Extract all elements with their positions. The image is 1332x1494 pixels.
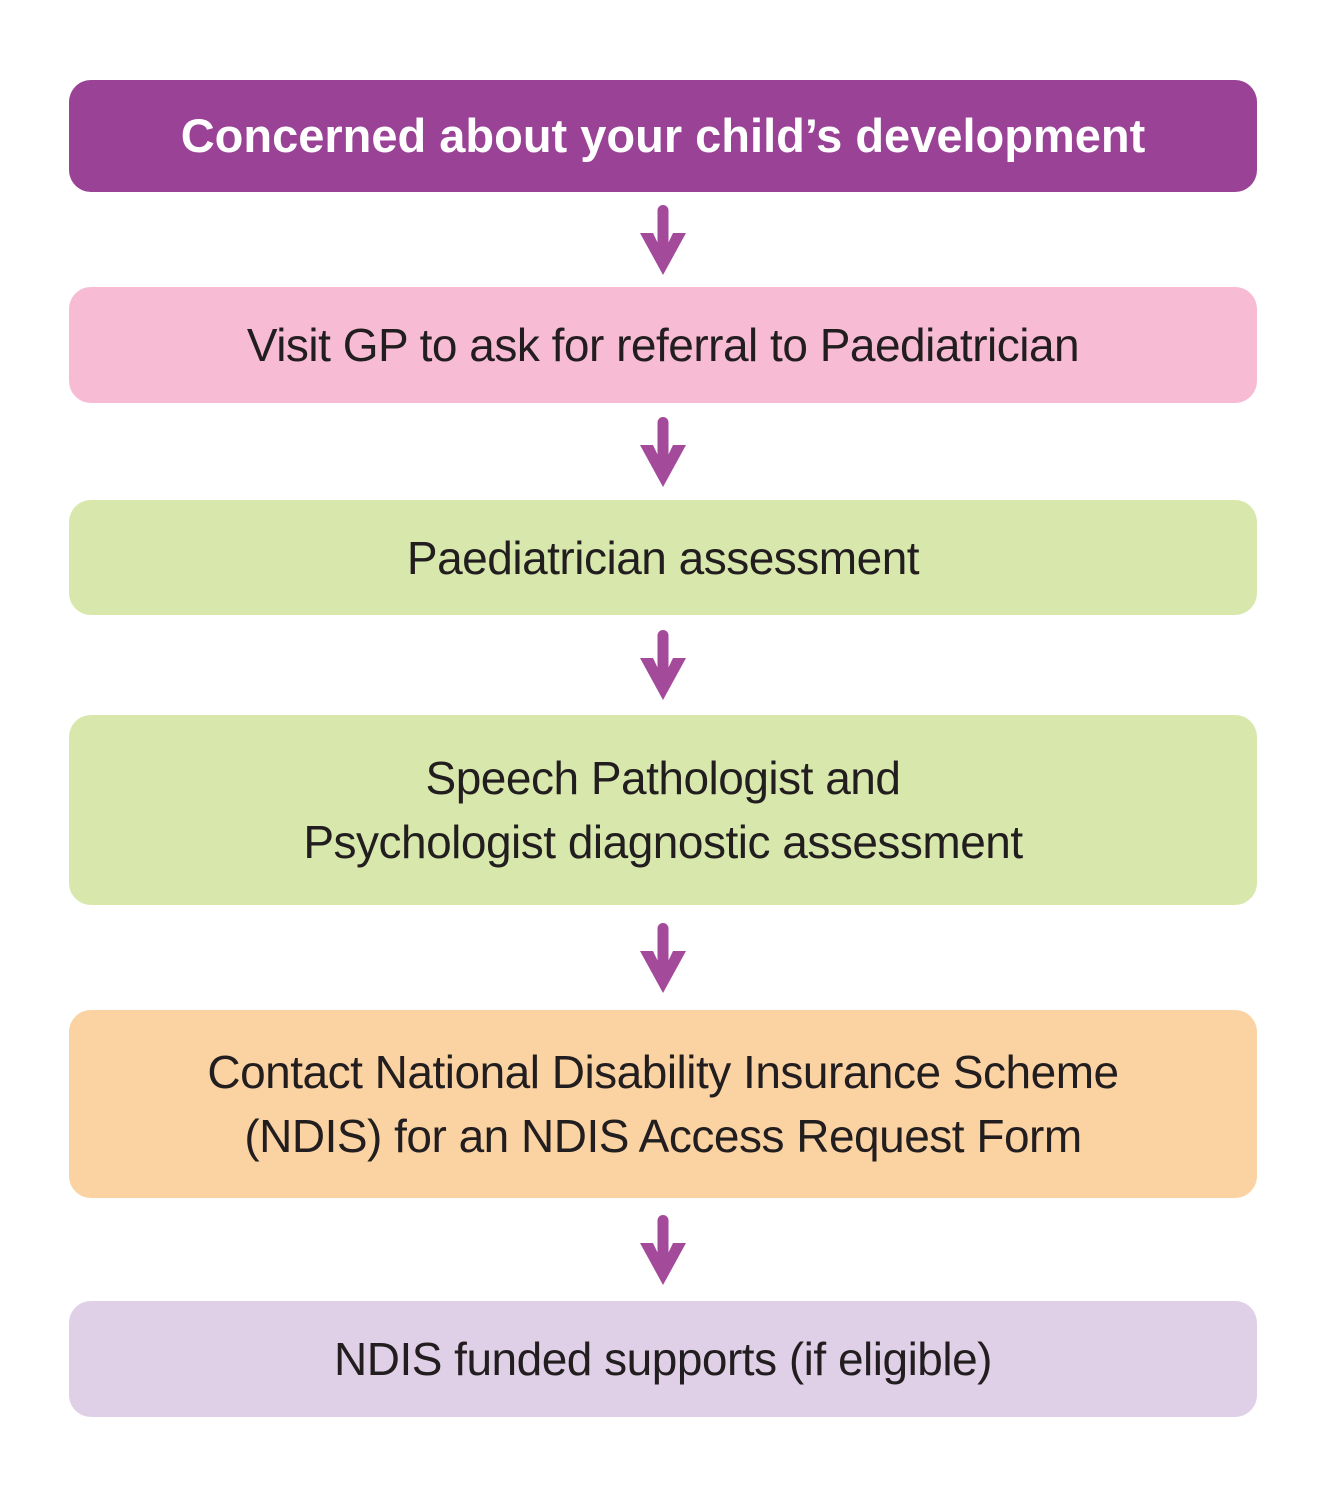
flow-step-label-line-2: (NDIS) for an NDIS Access Request Form [244,1110,1082,1162]
down-arrow-icon [69,403,1257,500]
flow-step-label-line-1: Contact National Disability Insurance Scheme [207,1046,1119,1098]
flow-step-diagnostic-assessment [69,715,1257,905]
flowchart [69,80,1257,1417]
flow-step-label: Concerned about your child’s development [180,109,1146,162]
down-arrow-icon [69,615,1257,715]
flow-step-label: Visit GP to ask for referral to Paediatrician [246,319,1080,371]
flow-step-ndis-supports [69,1301,1257,1417]
flow-step-label-line-2: Psychologist diagnostic assessment [303,816,1023,868]
down-arrow-icon [69,1198,1257,1301]
flow-step-concern [69,80,1257,192]
flow-step-label-line-1: Speech Pathologist and [425,752,901,804]
flow-step-paediatrician-assessment [69,500,1257,615]
down-arrow-icon [69,905,1257,1010]
down-arrow-icon [69,192,1257,287]
flow-step-label: Paediatrician assessment [406,531,920,584]
flow-step-label: NDIS funded supports (if eligible) [334,1333,992,1385]
flow-step-visit-gp [69,287,1257,403]
flow-step-contact-ndis [69,1010,1257,1198]
